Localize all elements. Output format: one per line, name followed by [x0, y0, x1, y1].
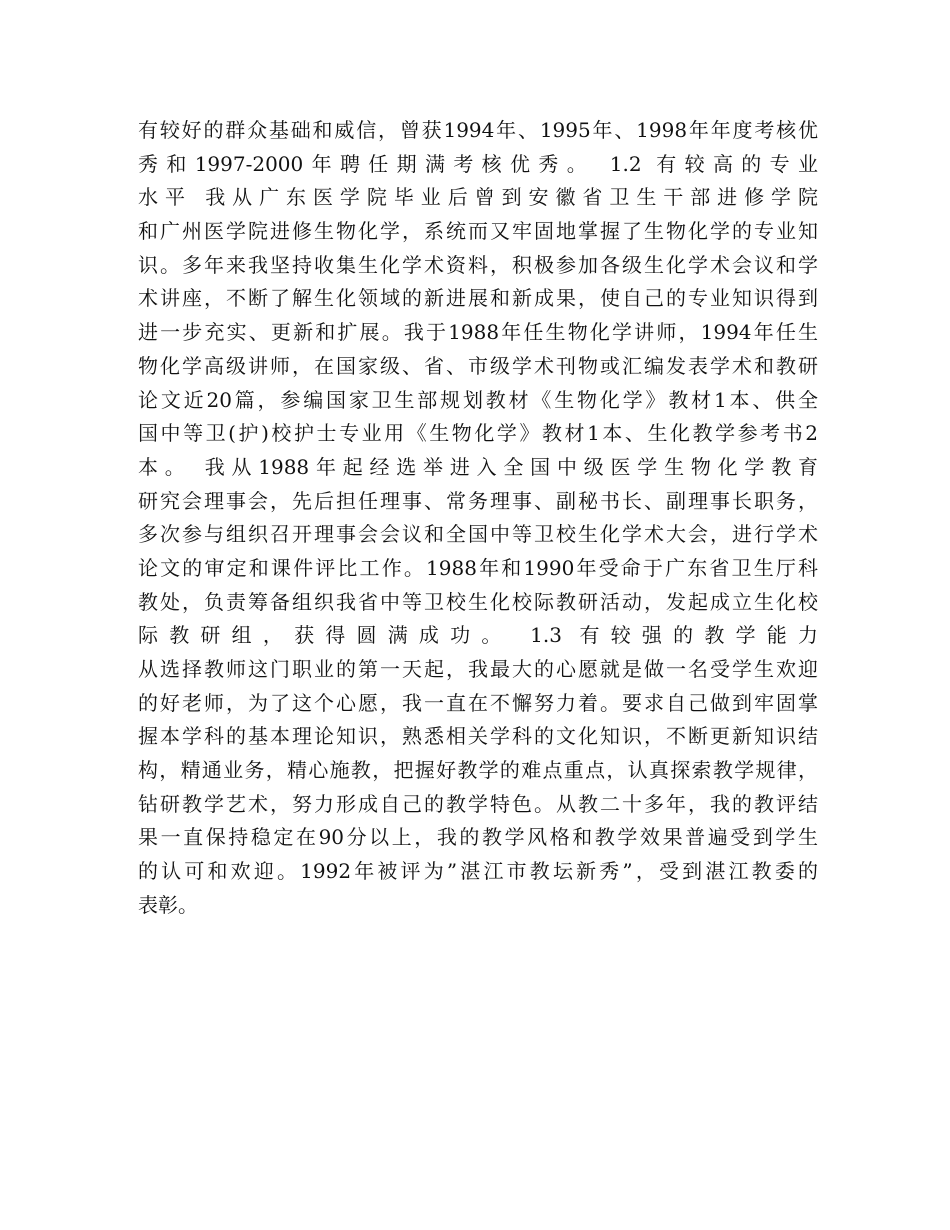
text-line: 国中等卫(护)校护士专业用《生物化学》教材1本、生化教学参考书2 [138, 421, 818, 446]
text-line: 进一步充实、更新和扩展。我于1988年任生物化学讲师，1994年任生 [138, 320, 818, 345]
text-line: 握本学科的基本理论知识，熟悉相关学科的文化知识，不断更新知识结 [138, 724, 818, 749]
text-line: 识。多年来我坚持收集生化学术资料，积极参加各级生化学术会议和学 [138, 252, 818, 277]
text-line: 从选择教师这门职业的第一天起，我最大的心愿就是做一名受学生欢迎 [138, 657, 818, 681]
text-line: 物化学高级讲师，在国家级、省、市级学术刊物或汇编发表学术和教研 [138, 353, 818, 378]
text-line: 论文近20篇，参编国家卫生部规划教材《生物化学》教材1本、供全 [138, 387, 818, 412]
text-line: 术讲座，不断了解生化领域的新进展和新成果，使自己的专业知识得到 [138, 286, 818, 311]
body-text [138, 114, 818, 923]
text-line: 的认可和欢迎。1992年被评为”湛江市教坛新秀”，受到湛江教委的 [138, 859, 818, 884]
text-line: 水平 我从广东医学院毕业后曾到安徽省卫生干部进修学院 [138, 185, 818, 210]
text-line: 本。 我从1988年起经选举进入全国中级医学生物化学教育 [138, 454, 818, 479]
text-line: 构，精通业务，精心施教，把握好教学的难点重点，认真探索教学规律， [138, 758, 818, 783]
text-line: 论文的审定和课件评比工作。1988年和1990年受命于广东省卫生厅科 [138, 555, 818, 580]
text-line: 有较好的群众基础和威信，曾获1994年、1995年、1998年年度考核优 [138, 118, 818, 142]
text-line: 秀和1997-2000年聘任期满考核优秀。 1.2 有较高的专业 [138, 151, 818, 176]
text-line: 际教研组，获得圆满成功。 1.3 有较强的教学能力 [138, 623, 818, 648]
text-line: 多次参与组织召开理事会会议和全国中等卫校生化学术大会，进行学术 [138, 522, 818, 547]
text-line: 研究会理事会，先后担任理事、常务理事、副秘书长、副理事长职务， [138, 488, 818, 513]
text-line: 和广州医学院进修生物化学，系统而又牢固地掌握了生物化学的专业知 [138, 219, 818, 244]
text-line: 表彰。 [138, 892, 198, 917]
text-line: 钻研教学艺术，努力形成自己的教学特色。从教二十多年，我的教评结 [138, 791, 818, 816]
text-line: 果一直保持稳定在90分以上，我的教学风格和教学效果普遍受到学生 [138, 825, 818, 850]
text-line: 的好老师，为了这个心愿，我一直在不懈努力着。要求自己做到牢固掌 [138, 690, 818, 715]
text-line: 教处，负责筹备组织我省中等卫校生化校际教研活动，发起成立生化校 [138, 589, 818, 614]
